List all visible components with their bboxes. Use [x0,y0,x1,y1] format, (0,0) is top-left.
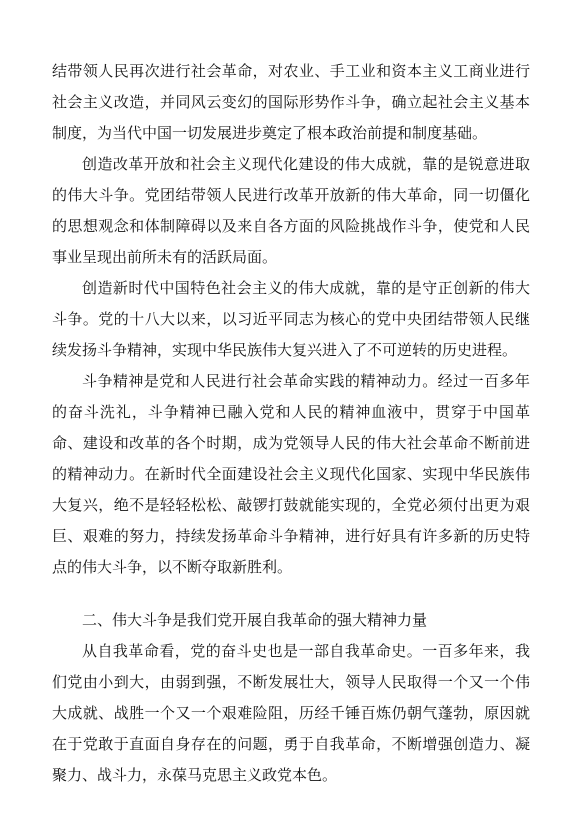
paragraph-reform-opening: 创造改革开放和社会主义现代化建设的伟大成就，靠的是锐意进取的伟大斗争。党团结带领人民进行改革开放新的伟大革命，同一切僵化的思想观念和体制障碍以及来自各方面的风险挑战作斗争，使党和人民事业呈现出前所未有的活跃局面。 [52,155,530,266]
paragraph-continued: 结带领人民再次进行社会革命，对农业、手工业和资本主义工商业进行社会主义改造，并同风云变幻的国际形势作斗争，确立起社会主义基本制度，为当代中国一切发展进步奠定了根本政治前提和制度基础。 [52,62,530,142]
paragraph-self-revolution: 从自我革命看，党的奋斗史也是一部自我革命史。一百多年来，我们党由小到大，由弱到强，不断发展壮大，领导人民取得一个又一个伟大成就、战胜一个又一个艰难险阻，历经千锤百炼仍朝气蓬勃，原因就在于党敢于直面自身存在的问题，勇于自我革命，不断增强创造力、凝聚力、战斗力，永葆马克思主义政党本色。 [52,642,530,784]
document-body [52,56,530,791]
section-heading: 二、伟大斗争是我们党开展自我革命的强大精神力量 [82,611,428,629]
paragraph-struggle-spirit: 斗争精神是党和人民进行社会革命实践的精神动力。经过一百多年的奋斗洗礼，斗争精神已融入党和人民的精神血液中，贯穿于中国革命、建设和改革的各个时期，成为党领导人民的伟大社会革命不断前进的精神动力。在新时代全面建设社会主义现代化国家、实现中华民族伟大复兴，绝不是轻轻松松、敲锣打鼓就能实现的，全党必须付出更为艰巨、艰难的努力，持续发扬革命斗争精神，进行好具有许多新的历史特点的伟大斗争，以不断夺取新胜利。 [52,372,530,576]
section-spacer [52,583,530,605]
paragraph-new-era: 创造新时代中国特色社会主义的伟大成就，靠的是守正创新的伟大斗争。党的十八大以来，以习近平同志为核心的党中央团结带领人民继续发扬斗争精神，实现中华民族伟大复兴进入了不可逆转的历史进程。 [52,279,530,359]
